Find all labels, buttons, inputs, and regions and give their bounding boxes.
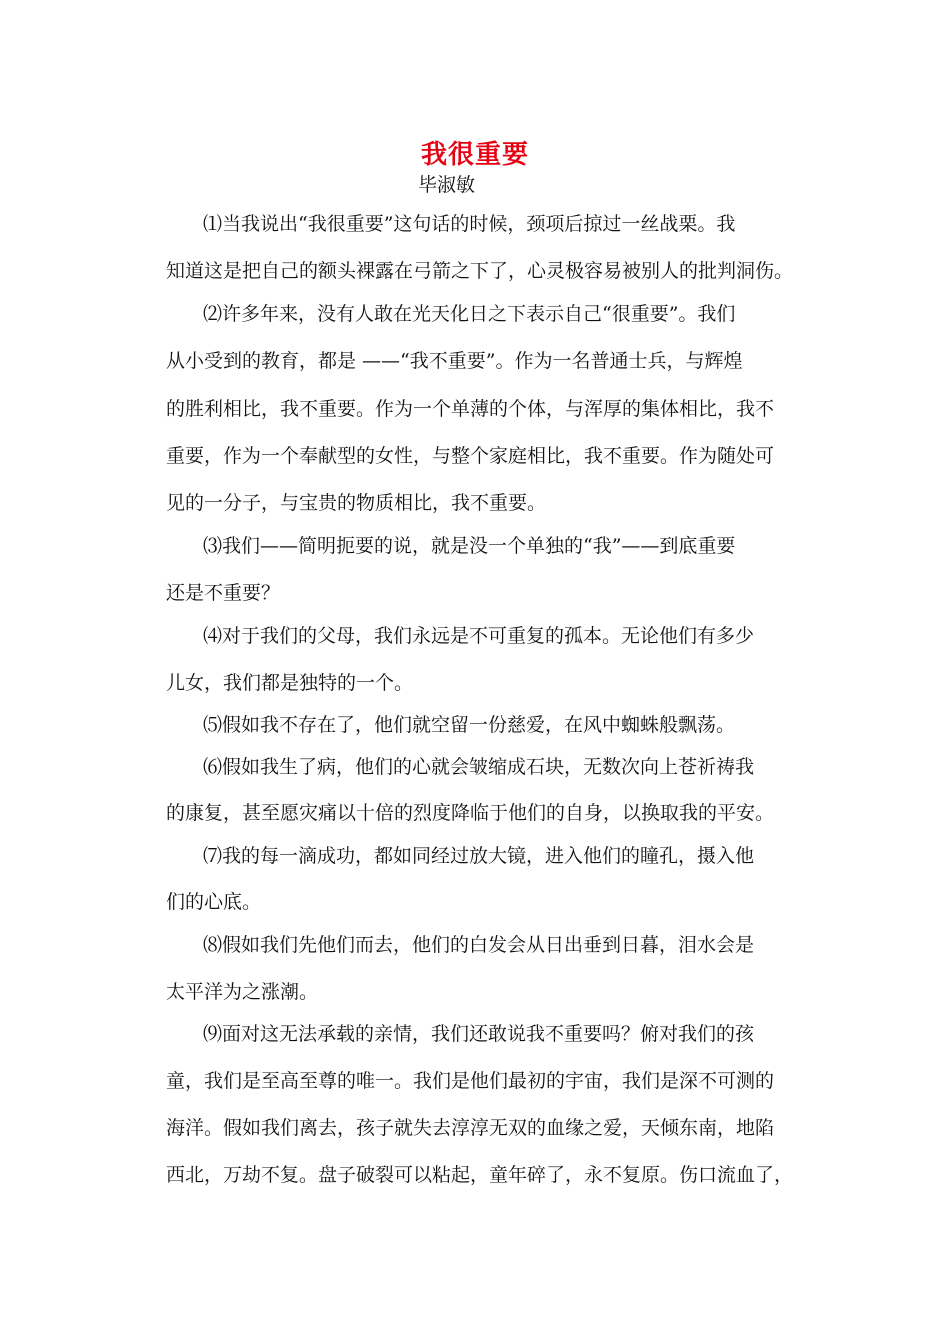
paragraph-line: 还是不重要？	[166, 582, 281, 604]
paragraph-line: 童，我们是至高至尊的唯一。我们是他们最初的宇宙，我们是深不可测的	[166, 1070, 775, 1092]
paragraph-line: 重要，作为一个奉献型的女性，与整个家庭相比，我不重要。作为随处可	[166, 445, 775, 467]
paragraph-line: ⑷对于我们的父母，我们永远是不可重复的孤本。无论他们有多少	[203, 625, 755, 647]
paragraph-line: 们的心底。	[166, 891, 262, 913]
paragraph-line: 太平洋为之涨潮。	[166, 981, 319, 1003]
paragraph-line: ⑴当我说出“我很重要”这句话的时候，颈项后掠过一丝战栗。我	[203, 213, 736, 235]
document-title: 我很重要	[420, 140, 529, 170]
paragraph-line: 知道这是把自己的额头裸露在弓箭之下了，心灵极容易被别人的批判洞伤。	[166, 260, 794, 282]
paragraph-line: 从小受到的教育，都是 ——“我不重要”。作为一名普通士兵，与辉煌	[166, 350, 743, 372]
paragraph-line: ⑶我们——简明扼要的说，就是没一个单独的“我”——到底重要	[203, 535, 736, 557]
document-author: 毕淑敏	[418, 174, 476, 196]
paragraph-line: ⑸假如我不存在了，他们就空留一份慈爱，在风中蜘蛛般飘荡。	[203, 714, 736, 736]
paragraph-line: 海洋。假如我们离去，孩子就失去淳淳无双的血缘之爱，天倾东南，地陷	[166, 1117, 775, 1139]
paragraph-line: 的胜利相比，我不重要。作为一个单薄的个体，与浑厚的集体相比，我不	[166, 398, 775, 420]
paragraph-line: 见的一分子，与宝贵的物质相比，我不重要。	[166, 492, 547, 514]
paragraph-line: ⑹假如我生了病，他们的心就会皱缩成石块，无数次向上苍祈祷我	[203, 756, 755, 778]
paragraph-line: 的康复，甚至愿灾痛以十倍的烈度降临于他们的自身，以换取我的平安。	[166, 802, 775, 824]
paragraph-line: ⑺我的每一滴成功，都如同经过放大镜，进入他们的瞳孔，摄入他	[203, 845, 755, 867]
paragraph-line: ⑵许多年来，没有人敢在光天化日之下表示自己“很重要”。我们	[203, 303, 736, 325]
paragraph-line: ⑻假如我们先他们而去，他们的白发会从日出垂到日暮，泪水会是	[203, 934, 755, 956]
paragraph-line: 西北，万劫不复。盘子破裂可以粘起，童年碎了，永不复原。伤口流血了，	[166, 1164, 794, 1186]
paragraph-line: 儿女，我们都是独特的一个。	[166, 672, 414, 694]
paragraph-line: ⑼面对这无法承载的亲情，我们还敢说我不重要吗？俯对我们的孩	[203, 1023, 755, 1045]
